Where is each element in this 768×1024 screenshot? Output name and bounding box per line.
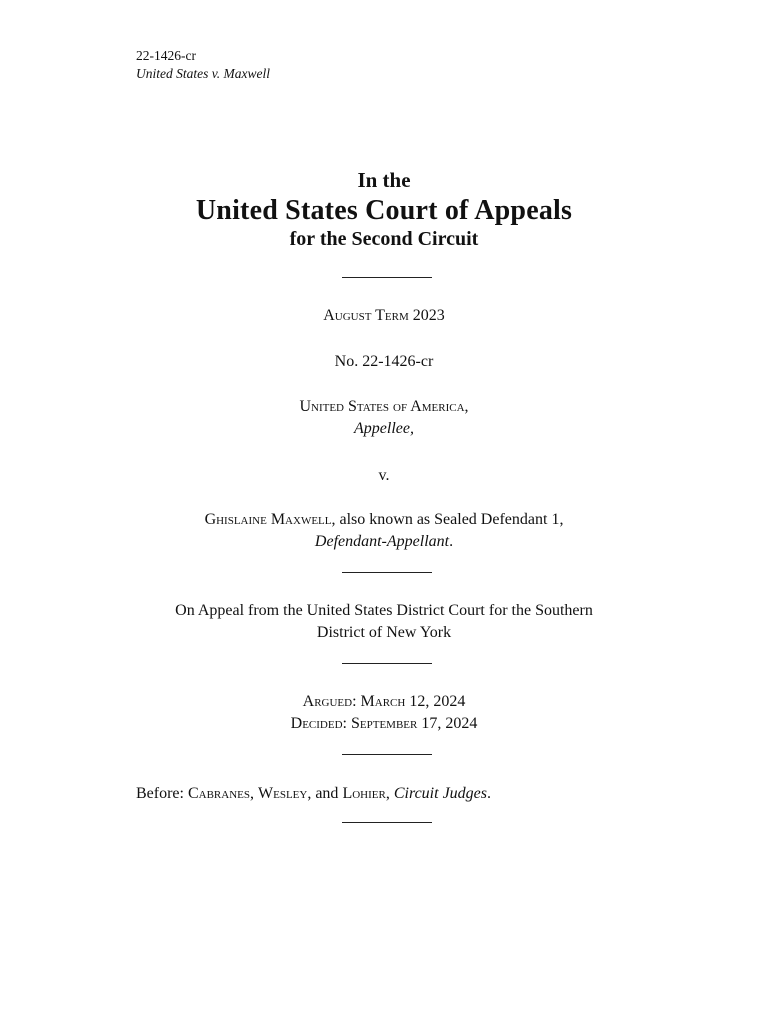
- divider-rule-5: [342, 822, 432, 823]
- court-title: [0, 168, 768, 251]
- appellant-line: [0, 509, 768, 531]
- court-title-line-3: for the Second Circuit: [289, 228, 479, 251]
- judge-wesley: Wesley: [258, 785, 308, 802]
- docket-number: 22-1426-cr: [136, 48, 196, 63]
- argued-label: Argued:: [302, 693, 357, 710]
- decided-value: September 17, 2024: [346, 715, 478, 732]
- appeal-origin-line-1: On Appeal from the United States District Court for the Southern: [175, 602, 593, 619]
- appeal-origin: [0, 600, 768, 644]
- appellant-role-line: [0, 531, 768, 553]
- appeal-origin-line-2: District of New York: [316, 624, 452, 641]
- panel-sep-2: , and: [307, 785, 343, 802]
- appellant-aka: also known as Sealed Defendant 1,: [335, 511, 564, 528]
- panel-sep-1: ,: [250, 785, 258, 802]
- appellee-role: Appellee,: [354, 420, 414, 437]
- appellant-block: [0, 509, 768, 553]
- case-number: No. 22-1426-cr: [334, 353, 434, 370]
- argued-date: [0, 691, 768, 713]
- court-title-line-2: United States Court of Appeals: [195, 195, 573, 227]
- divider-rule-2: [342, 572, 432, 573]
- decided-label: Decided:: [290, 715, 347, 732]
- court-title-line-1: In the: [357, 168, 411, 192]
- panel-title: Circuit Judges: [393, 785, 487, 802]
- judge-cabranes: Cabranes: [187, 785, 250, 802]
- running-header: [136, 47, 270, 83]
- appellant-role: Defendant-Appellant: [314, 533, 450, 550]
- appellee-name: United States of America,: [299, 398, 469, 415]
- panel-prefix: Before:: [136, 785, 188, 802]
- versus: v.: [378, 467, 390, 484]
- decided-date: [0, 713, 768, 735]
- divider-rule-3: [342, 663, 432, 664]
- panel-line: [136, 783, 491, 805]
- judge-lohier: Lohier: [342, 785, 386, 802]
- divider-rule-1: [342, 277, 432, 278]
- appellant-role-suffix: .: [449, 533, 454, 550]
- term: August Term 2023: [323, 307, 445, 324]
- case-caption: United States v. Maxwell: [136, 66, 270, 81]
- dates-block: [0, 691, 768, 735]
- argued-value: March 12, 2024: [356, 693, 466, 710]
- divider-rule-4: [342, 754, 432, 755]
- panel-end: .: [487, 785, 491, 802]
- appellee-block: [0, 396, 768, 440]
- appellant-name: Ghislaine Maxwell,: [204, 511, 336, 528]
- panel-sep-3: ,: [385, 785, 394, 802]
